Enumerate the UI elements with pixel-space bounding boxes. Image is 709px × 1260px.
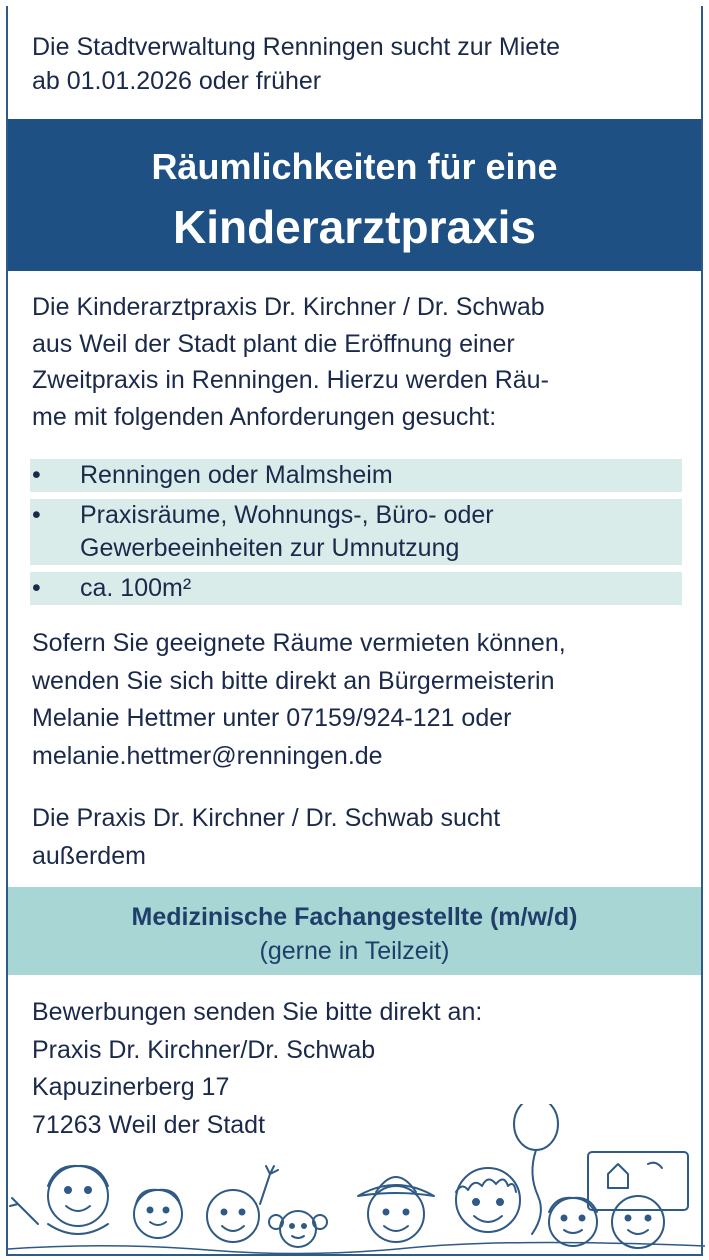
address-line: Bewerbungen senden Sie bitte direkt an: — [32, 998, 483, 1026]
address-line: 71263 Weil der Stadt — [32, 1110, 266, 1139]
list-item-text: Gewerbeeinheiten zur Umnutzung — [80, 534, 460, 562]
list-item — [30, 572, 682, 605]
intro-line: ab 01.01.2026 oder früher — [32, 67, 322, 95]
child-figure — [588, 1152, 688, 1248]
contact-text — [32, 625, 681, 775]
also-line: außerdem — [32, 841, 146, 870]
list-item — [30, 459, 682, 492]
description-line: Zweitpraxis in Renningen. Hierzu werden Räu- — [32, 366, 549, 394]
contact-email[interactable]: melanie.hettmer@renningen.de — [32, 741, 383, 770]
also-text — [32, 800, 681, 875]
child-figure — [456, 1168, 520, 1232]
child-figure — [358, 1177, 434, 1242]
child-figure — [549, 1198, 597, 1246]
advertisement — [6, 6, 703, 1256]
bullet-icon: • — [32, 501, 41, 529]
description-line: me mit folgenden Anforderungen gesucht: — [32, 402, 497, 431]
list-item-text: Renningen oder Malmsheim — [80, 461, 393, 489]
children-drawing-icon — [8, 1104, 705, 1256]
list-item-text: Praxisräume, Wohnungs-, Büro- oder — [80, 501, 494, 529]
intro-line: Die Stadtverwaltung Renningen sucht zur Miete — [32, 33, 561, 61]
bullet-icon: • — [32, 574, 41, 602]
child-figure — [10, 1166, 108, 1234]
child-figure — [207, 1166, 278, 1242]
description — [32, 289, 681, 435]
description-line: aus Weil der Stadt plant die Eröffnung einer — [32, 329, 515, 358]
title-banner — [8, 119, 701, 271]
address-line: Kapuzinerberg 17 — [32, 1073, 230, 1101]
also-line: Die Praxis Dr. Kirchner / Dr. Schwab sucht — [32, 804, 501, 832]
job-subtitle: (gerne in Teilzeit) — [259, 937, 450, 965]
job-title: Medizinische Fachangestellte (m/w/d) — [131, 903, 578, 931]
contact-line: wenden Sie sich bitte direkt an Bürgermeisterin — [32, 666, 555, 695]
job-banner — [8, 887, 701, 975]
address-line: Praxis Dr. Kirchner/Dr. Schwab — [32, 1035, 376, 1064]
title-line-2: Kinderarztpraxis — [172, 201, 536, 253]
list-item — [30, 499, 682, 565]
contact-line: Melanie Hettmer unter 07159/924-121 oder — [32, 704, 512, 732]
child-figure — [134, 1190, 182, 1238]
bullet-icon: • — [32, 461, 41, 489]
contact-line: Sofern Sie geeignete Räume vermieten können, — [32, 629, 566, 657]
intro-text — [32, 30, 681, 98]
child-figure — [269, 1211, 327, 1247]
requirements-list — [30, 459, 682, 612]
title-line-1: Räumlichkeiten für eine — [151, 146, 558, 187]
list-item-text: ca. 100m² — [80, 574, 192, 602]
balloon-icon — [514, 1104, 558, 1234]
description-line: Die Kinderarztpraxis Dr. Kirchner / Dr. Schwab — [32, 293, 545, 321]
